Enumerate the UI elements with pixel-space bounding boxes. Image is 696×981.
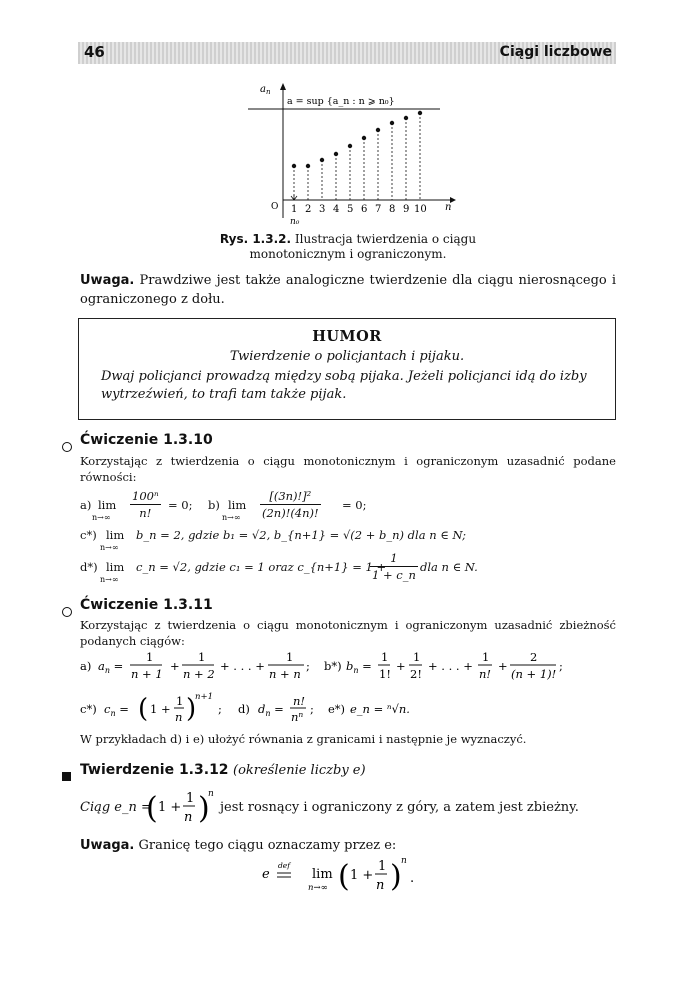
x-tick-label: 9 xyxy=(403,204,410,215)
ex1-c-lim-sub: n→∞ xyxy=(100,543,119,552)
ex1-c-lim: lim xyxy=(106,528,125,542)
def-label: def xyxy=(278,861,291,870)
ex1-d-lim: lim xyxy=(106,560,125,574)
ex1-b-label: b) xyxy=(208,498,220,512)
sequence-point xyxy=(306,164,310,168)
exercise-1-c xyxy=(80,527,616,552)
svg-text:+: + xyxy=(170,659,180,673)
exercise-1-ab xyxy=(80,488,616,522)
svg-text:1 +: 1 + xyxy=(158,800,182,815)
exercise-2-bullet xyxy=(62,601,72,620)
ex1-a-label: a) xyxy=(80,498,92,512)
ex1-d-tail: dla n ∈ N. xyxy=(420,560,478,574)
svg-text:(: ( xyxy=(338,859,350,894)
exercise-1-bullet xyxy=(62,436,72,455)
n0-label: n₀ xyxy=(290,217,300,227)
remark-2-label: Uwaga. xyxy=(80,838,135,853)
exercise-2-ab-formulas xyxy=(78,648,618,684)
svg-text:n: n xyxy=(401,856,407,866)
n0-marker xyxy=(291,195,297,200)
svg-text:n + 2: n + 2 xyxy=(183,667,215,681)
theorem-subtitle: (określenie liczby e) xyxy=(233,763,366,778)
square-bullet-icon xyxy=(62,772,71,781)
svg-text:cn =: $c_n$ = xyxy=(104,702,129,718)
svg-text:n+1: n+1 xyxy=(195,692,214,702)
svg-text:+: + xyxy=(498,659,508,673)
svg-text:2!: 2! xyxy=(410,667,422,681)
svg-text:;: ; xyxy=(218,702,222,716)
svg-text:1: 1 xyxy=(381,650,389,664)
svg-text:): ) xyxy=(390,859,402,894)
svg-text:+ . . . +: + . . . + xyxy=(428,659,473,673)
svg-text:nn: $n^n$ xyxy=(291,710,304,724)
svg-text:1!: 1! xyxy=(379,667,391,681)
x-tick-label: 2 xyxy=(305,204,312,215)
svg-text:1: 1 xyxy=(378,859,387,874)
remark-1-text: Prawdziwe jest także analogiczne twierdzenie dla ciągu nierosnącego i ograniczonego z dołu. xyxy=(80,273,616,307)
svg-text:(: ( xyxy=(138,694,149,724)
ex1-d-label: d*) xyxy=(80,560,98,574)
svg-text:1: 1 xyxy=(482,650,490,664)
remark-1 xyxy=(80,271,616,309)
svg-text:n: n xyxy=(376,878,385,893)
exercise-1-d xyxy=(80,550,616,584)
svg-text:;: ; xyxy=(306,659,310,673)
svg-text:n→∞: n→∞ xyxy=(308,883,328,893)
ex2-e-label: e*) xyxy=(328,702,346,716)
svg-text:1: 1 xyxy=(286,650,294,664)
caption-label: Rys. 1.3.2. xyxy=(219,232,292,246)
theorem-statement xyxy=(80,791,616,831)
theorem-formula xyxy=(146,783,216,831)
figure-caption xyxy=(180,232,516,262)
ex1-a-eq: = 0; xyxy=(168,498,193,512)
sequence-point xyxy=(348,144,352,148)
svg-text:(: ( xyxy=(146,791,158,826)
x-tick-label: 1 xyxy=(291,204,298,215)
ex1-d-frac: $\frac{1}{1 + c\_n}$ xyxy=(372,551,416,582)
x-tick-label: 8 xyxy=(389,204,396,215)
x-tick-label: 3 xyxy=(319,204,326,215)
theorem-bullet xyxy=(62,766,71,785)
caption-text-2: monotonicznym i ograniczonym. xyxy=(249,247,447,261)
ex1-b-eq: = 0; xyxy=(342,498,367,512)
svg-text:1 +: 1 + xyxy=(150,702,171,716)
caption-text: Ilustracja twierdzenia o ciągu xyxy=(294,232,477,246)
svg-text:(n + 1)!: (n + 1)! xyxy=(511,667,557,681)
exercise-2-title: Ćwiczenie 1.3.11 xyxy=(80,597,213,613)
svg-text:1: 1 xyxy=(198,650,206,664)
ex1-a-lim-sub: n→∞ xyxy=(92,513,111,522)
remark-1-label: Uwaga. xyxy=(80,273,135,288)
exercise-1-title: Ćwiczenie 1.3.10 xyxy=(80,432,213,448)
page-header xyxy=(78,42,616,64)
ex1-a-lim: lim xyxy=(98,498,117,512)
figure-points xyxy=(292,111,422,200)
svg-text:n: n xyxy=(184,810,193,825)
x-axis-label: n xyxy=(445,202,452,213)
svg-text:+ . . . +: + . . . + xyxy=(220,659,265,673)
humor-title: HUMOR xyxy=(312,328,382,345)
svg-text:lim: lim xyxy=(312,867,333,882)
circle-bullet-icon xyxy=(62,442,72,452)
ex1-d-lim-sub: n→∞ xyxy=(100,575,119,584)
ex2-c-label: c*) xyxy=(80,702,97,716)
sequence-figure xyxy=(240,78,460,228)
svg-text:bn =: $b_n$ = xyxy=(346,659,372,675)
svg-text:1: 1 xyxy=(146,650,154,664)
ex1-b-lim: lim xyxy=(228,498,247,512)
svg-text:dn =: $d_n$ = xyxy=(258,702,284,718)
theorem-title: Twierdzenie 1.3.12 xyxy=(80,762,229,778)
x-tick-label: 7 xyxy=(375,204,382,215)
ex1-c-label: c*) xyxy=(80,528,97,542)
svg-text:n + 1: n + 1 xyxy=(131,667,163,681)
svg-text:1 +: 1 + xyxy=(350,868,374,883)
theorem-text-post: jest rosnący i ograniczony z góry, a zatem jest zbieżny. xyxy=(220,800,579,815)
svg-text:): ) xyxy=(198,791,210,826)
ex2-b-label: b*) xyxy=(324,659,342,673)
x-tick-label: 6 xyxy=(361,204,368,215)
ex1-c-text: b_n = 2, gdzie b₁ = √2, b_{n+1} = √(2 + b_n) dla n ∈ N; xyxy=(136,528,466,542)
svg-text:2: 2 xyxy=(530,650,538,664)
svg-text:1: 1 xyxy=(186,791,195,806)
y-axis-label: $a_n$ xyxy=(260,84,271,96)
exercise-2-intro: Korzystając z twierdzenia o ciągu monotonicznym i ograniczonym uzasadnić zbieżność podanych ciągów: xyxy=(80,618,616,648)
svg-text:n!: n! xyxy=(479,667,492,681)
ex1-a-frac: $\frac{\text{100ⁿ}}{n!}$ xyxy=(132,489,159,520)
sequence-point xyxy=(334,152,338,156)
svg-text:an =: $a_n$ = xyxy=(98,659,124,675)
svg-text:1: 1 xyxy=(176,694,184,708)
ex1-d-text: c_n = √2, gdzie c₁ = 1 oraz c_{n+1} = 1 + xyxy=(136,560,387,574)
remark-2-text: Granicę tego ciągu oznaczamy przez e: xyxy=(138,838,397,853)
ex1-b-lim-sub: n→∞ xyxy=(222,513,241,522)
svg-text:n: n xyxy=(208,789,214,799)
svg-text:;: ; xyxy=(559,659,563,673)
svg-text:e: e xyxy=(262,867,270,882)
svg-text:n: n xyxy=(175,710,183,724)
theorem-heading xyxy=(80,762,366,778)
origin-label: O xyxy=(271,202,279,212)
sequence-point xyxy=(404,116,408,120)
humor-subtitle: Twierdzenie o policjantach i pijaku. xyxy=(229,349,465,364)
svg-text:;: ; xyxy=(310,702,314,716)
svg-text:): ) xyxy=(186,694,197,724)
svg-text:.: . xyxy=(410,871,415,886)
svg-text:+: + xyxy=(396,659,406,673)
circle-bullet-icon xyxy=(62,607,72,617)
humor-box xyxy=(78,318,616,420)
svg-text:n + n: n + n xyxy=(269,667,301,681)
theorem-text-pre: Ciąg e_n = xyxy=(80,800,152,815)
sequence-point xyxy=(376,128,380,132)
sequence-point xyxy=(418,111,422,115)
x-tick-label: 10 xyxy=(414,204,427,215)
ex2-d-label: d) xyxy=(238,702,250,716)
x-tick-label: 5 xyxy=(347,204,354,215)
sequence-point xyxy=(390,121,394,125)
page-number: 46 xyxy=(84,43,105,61)
humor-text: Dwaj policjanci prowadzą między sobą pijaka. Jeżeli policjanci idą do izby wytrzeźwień, to trafi tam także pijak. xyxy=(101,369,587,402)
chapter-title: Ciągi liczbowe xyxy=(499,44,612,60)
sequence-point xyxy=(292,164,296,168)
exercise-1-intro: Korzystając z twierdzenia o ciągu monotonicznym i ograniczonym uzasadnić podane równości: xyxy=(80,454,616,484)
exercise-2-note: W przykładach d) i e) ułożyć równania z granicami i następnie je wyznaczyć. xyxy=(80,732,527,746)
sequence-point xyxy=(320,158,324,162)
sequence-point xyxy=(362,136,366,140)
sup-label: a = sup {a_n : n ⩾ n₀} xyxy=(287,96,395,107)
ex1-b-frac: $\frac{\text{[(3n)!]²}}{(2n)!(4n)!}$ xyxy=(262,489,319,520)
x-tick-label: 4 xyxy=(333,204,340,215)
ex2-e-text: e_n = ⁿ√n. xyxy=(350,702,410,716)
ex2-a-label: a) xyxy=(80,659,92,673)
e-definition xyxy=(262,850,422,900)
svg-text:1: 1 xyxy=(413,650,421,664)
exercise-2-cde-formulas xyxy=(78,688,618,730)
y-axis-arrow xyxy=(280,83,286,90)
svg-text:n!: n! xyxy=(293,694,306,708)
